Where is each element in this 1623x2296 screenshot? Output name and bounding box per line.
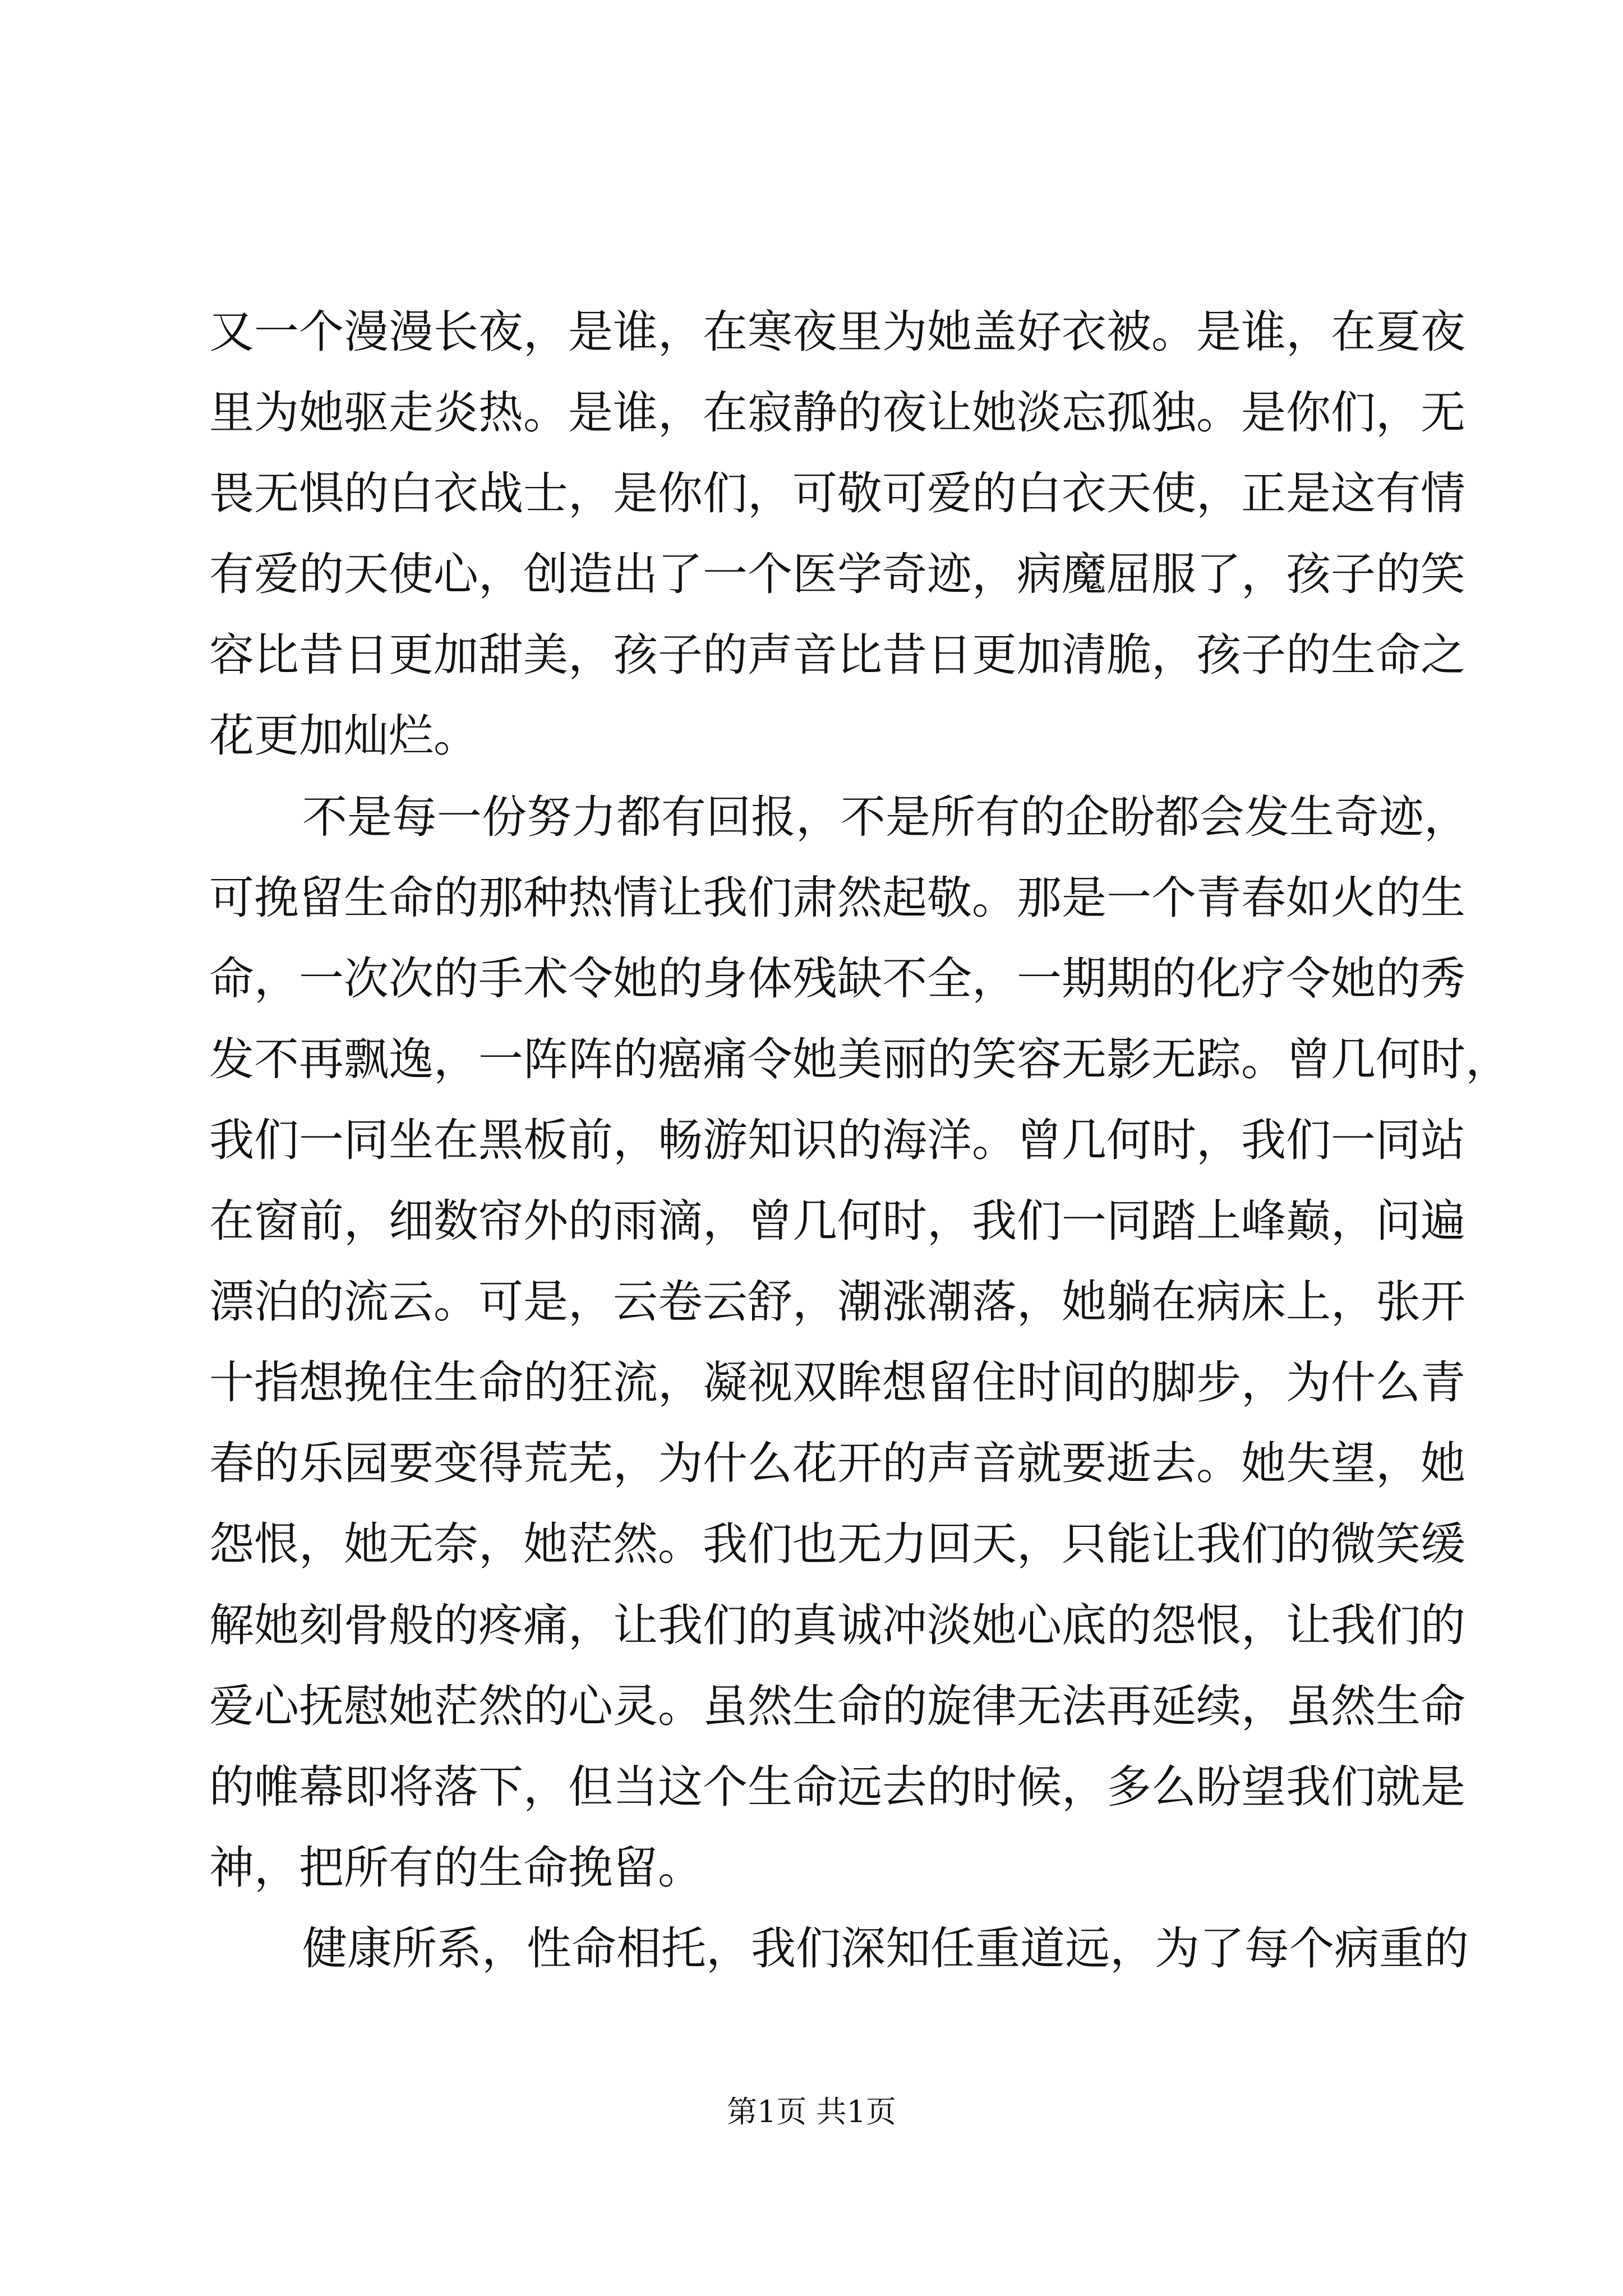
paragraph (209, 292, 1465, 777)
document-body (209, 292, 1510, 1989)
text-line: 花更加灿烂。 (209, 710, 478, 762)
text-line: 春的乐园要变得荒芜，为什么花开的声音就要逝去。她失望，她 (209, 1437, 1465, 1490)
text-line: 不是每一份努力都有回报，不是所有的企盼都会发生奇迹， (302, 790, 1469, 843)
text-line: 里为她驱走炎热。是谁，在寂静的夜让她淡忘孤独。是你们，无 (209, 386, 1465, 439)
text-line: 有爱的天使心，创造出了一个医学奇迹，病魔屈服了，孩子的笑 (209, 548, 1465, 601)
page-number-footer: 第1页 共1页 (727, 2094, 896, 2129)
text-line: 在窗前，细数帘外的雨滴，曾几何时，我们一同踏上峰巅，问遍 (209, 1195, 1465, 1248)
text-line: 爱心抚慰她茫然的心灵。虽然生命的旋律无法再延续，虽然生命 (209, 1680, 1465, 1732)
text-line: 我们一同坐在黑板前，畅游知识的海洋。曾几何时，我们一同站 (209, 1114, 1465, 1166)
text-line: 十指想挽住生命的狂流，凝视双眸想留住时间的脚步，为什么青 (209, 1356, 1465, 1409)
text-line: 畏无惧的白衣战士，是你们，可敬可爱的白衣天使，正是这有情 (209, 467, 1465, 520)
text-line: 容比昔日更加甜美，孩子的声音比昔日更加清脆，孩子的生命之 (209, 629, 1465, 682)
text-line: 健康所系，性命相托，我们深知任重道远，为了每个病重的 (302, 1922, 1469, 1975)
text-line: 解她刻骨般的疼痛，让我们的真诚冲淡她心底的怨恨，让我们的 (209, 1599, 1465, 1651)
text-line: 的帷幕即将落下，但当这个生命远去的时候，多么盼望我们就是 (209, 1760, 1465, 1813)
paragraph (209, 777, 1510, 1908)
text-line: 神，把所有的生命挽留。 (209, 1841, 703, 1894)
text-line: 可挽留生命的那种热情让我们肃然起敬。那是一个青春如火的生 (209, 871, 1465, 924)
paragraph (209, 1908, 1469, 1989)
text-line: 漂泊的流云。可是，云卷云舒，潮涨潮落，她躺在病床上，张开 (209, 1276, 1465, 1328)
text-line: 命，一次次的手术令她的身体残缺不全，一期期的化疗令她的秀 (209, 952, 1465, 1005)
text-line: 发不再飘逸，一阵阵的癌痛令她美丽的笑容无影无踪。曾几何时， (209, 1033, 1510, 1085)
text-line: 又一个漫漫长夜，是谁，在寒夜里为她盖好衣被。是谁，在夏夜 (209, 306, 1465, 358)
text-line: 怨恨，她无奈，她茫然。我们也无力回天，只能让我们的微笑缓 (209, 1518, 1465, 1571)
